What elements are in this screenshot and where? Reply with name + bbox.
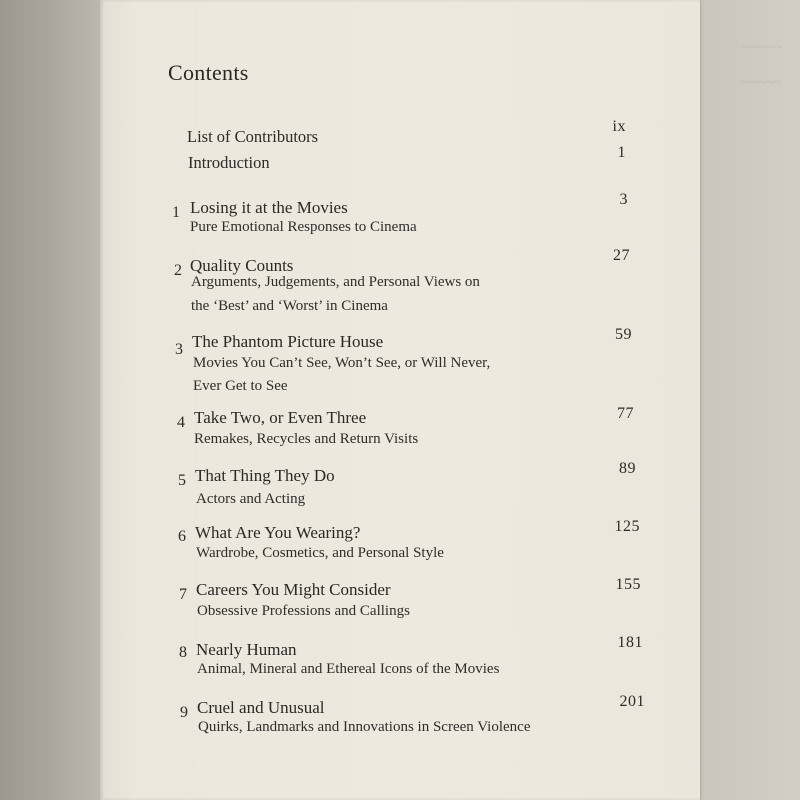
- chapter-page: 125: [614, 518, 640, 535]
- chapter-title: Cruel and Unusual: [197, 698, 325, 717]
- background-surface: [0, 0, 100, 800]
- chapter-title: Take Two, or Even Three: [194, 408, 367, 427]
- toc-entry-page: ix: [612, 118, 626, 135]
- chapter-number: 2: [174, 262, 182, 279]
- facing-page-edge: [700, 0, 800, 800]
- chapter-number: 5: [178, 472, 186, 489]
- chapter-subtitle: Obsessive Professions and Callings: [197, 603, 410, 619]
- chapter-subtitle: Remakes, Recycles and Return Visits: [194, 431, 419, 447]
- chapter-page: 77: [617, 405, 634, 422]
- chapter-title: Nearly Human: [196, 640, 297, 659]
- toc-entry-title: Introduction: [188, 153, 270, 172]
- show-through-text: ~~~~~: [741, 75, 782, 91]
- chapter-title: Losing it at the Movies: [190, 198, 348, 217]
- chapter-page: 59: [615, 326, 632, 343]
- chapter-title: Quality Counts: [190, 256, 294, 275]
- chapter-subtitle: the ‘Best’ and ‘Worst’ in Cinema: [191, 298, 388, 314]
- chapter-number: 4: [177, 414, 185, 431]
- chapter-number: 1: [172, 204, 180, 221]
- chapter-subtitle: Quirks, Landmarks and Innovations in Screen Violence: [198, 719, 531, 735]
- chapter-subtitle: Wardrobe, Cosmetics, and Personal Style: [196, 545, 444, 561]
- chapter-number: 7: [179, 586, 187, 603]
- chapter-title: What Are You Wearing?: [195, 523, 361, 542]
- chapter-subtitle: Ever Get to See: [193, 378, 288, 394]
- show-through-text: ~~~~~: [741, 40, 782, 56]
- chapter-page: 3: [619, 191, 628, 208]
- toc-entry-title: List of Contributors: [187, 127, 319, 146]
- chapter-number: 9: [180, 704, 188, 721]
- chapter-page: 27: [613, 247, 630, 264]
- chapter-title: The Phantom Picture House: [192, 332, 384, 351]
- chapter-title: That Thing They Do: [195, 466, 335, 485]
- chapter-title: Careers You Might Consider: [196, 580, 391, 599]
- chapter-page: 201: [619, 693, 645, 710]
- chapter-subtitle: Animal, Mineral and Ethereal Icons of the Movies: [197, 661, 500, 677]
- chapter-subtitle: Actors and Acting: [196, 491, 306, 507]
- chapter-number: 6: [178, 528, 186, 545]
- chapter-subtitle: Arguments, Judgements, and Personal Views on: [191, 274, 480, 290]
- chapter-subtitle: Pure Emotional Responses to Cinema: [190, 219, 417, 235]
- page-title: Contents: [168, 60, 249, 85]
- chapter-page: 155: [615, 576, 641, 593]
- chapter-number: 8: [179, 644, 187, 661]
- chapter-subtitle: Movies You Can’t See, Won’t See, or Will Never,: [193, 355, 491, 371]
- toc-entry-page: 1: [617, 144, 626, 161]
- chapter-page: 181: [617, 634, 643, 651]
- chapter-page: 89: [619, 460, 636, 477]
- chapter-number: 3: [175, 341, 183, 358]
